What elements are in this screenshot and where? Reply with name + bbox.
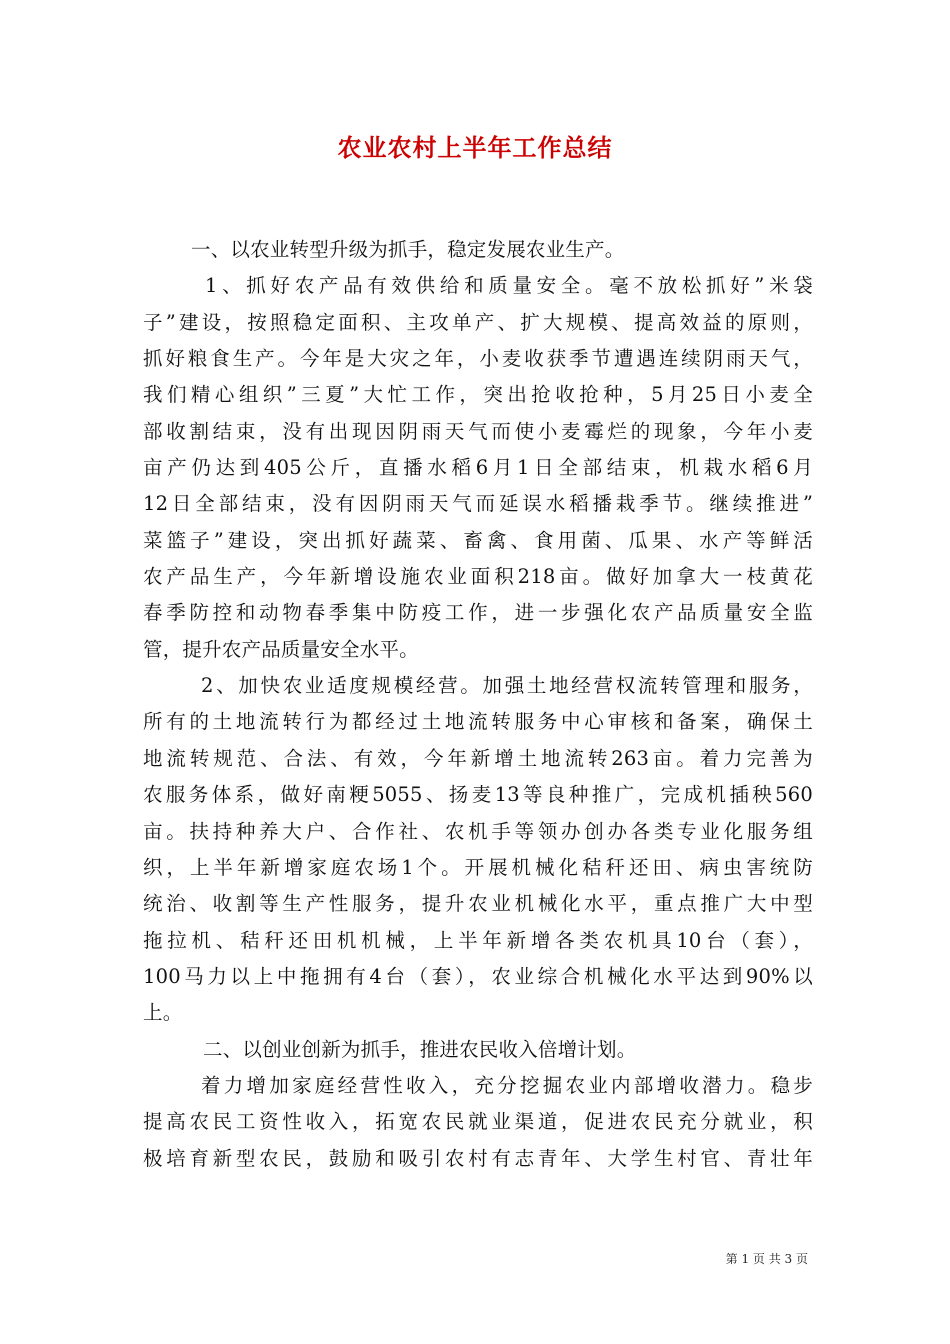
paragraph-line: 1、抓好农产品有效供给和质量安全。毫不放松抓好”米袋 bbox=[205, 274, 813, 298]
paragraph-line: 亩产仍达到405公斤，直播水稻6月1日全部结束，机栽水稻6月 bbox=[143, 456, 813, 480]
paragraph-line: 提高农民工资性收入，拓宽农民就业渠道，促进农民充分就业，积 bbox=[143, 1110, 813, 1134]
paragraph-line: 抓好粮食生产。今年是大灾之年，小麦收获季节遭遇连续阴雨天气， bbox=[143, 347, 813, 371]
paragraph-3 bbox=[143, 1068, 813, 1177]
paragraph-line: 管，提升农产品质量安全水平。 bbox=[143, 637, 419, 661]
paragraph-line: 我们精心组织”三夏”大忙工作，突出抢收抢种，5月25日小麦全 bbox=[143, 383, 813, 407]
paragraph-1 bbox=[143, 268, 813, 668]
paragraph-line: 所有的土地流转行为都经过土地流转服务中心审核和备案，确保土 bbox=[143, 710, 813, 734]
page-number: 第 1 页 共 3 页 bbox=[725, 1252, 808, 1266]
paragraph-line: 部收割结束，没有出现因阴雨天气而使小麦霉烂的现象，今年小麦 bbox=[143, 419, 813, 443]
paragraph-line: 农产品生产，今年新增设施农业面积218亩。做好加拿大一枝黄花 bbox=[143, 565, 813, 589]
paragraph-line: 100马力以上中拖拥有4台（套），农业综合机械化水平达到90%以 bbox=[143, 964, 813, 988]
paragraph-line: 亩。扶持种养大户、合作社、农机手等领办创办各类专业化服务组 bbox=[143, 819, 813, 843]
paragraph-line: 菜篮子”建设，突出抓好蔬菜、畜禽、食用菌、瓜果、水产等鲜活 bbox=[143, 528, 813, 552]
paragraph-line: 农服务体系，做好南粳5055、扬麦13等良种推广，完成机插秧560 bbox=[143, 783, 813, 807]
paragraph-line: 上。 bbox=[143, 1001, 183, 1025]
paragraph-line: 地流转规范、合法、有效，今年新增土地流转263亩。着力完善为 bbox=[143, 746, 813, 770]
paragraph-line: 子”建设，按照稳定面积、主攻单产、扩大规模、提高效益的原则， bbox=[143, 310, 813, 334]
paragraph-2 bbox=[143, 668, 813, 1031]
paragraph-line: 12日全部结束，没有因阴雨天气而延误水稻播栽季节。继续推进” bbox=[143, 492, 813, 516]
paragraph-line: 拖拉机、秸秆还田机机械，上半年新增各类农机具10台（套）， bbox=[143, 928, 813, 952]
paragraph-line: 春季防控和动物春季集中防疫工作，进一步强化农产品质量安全监 bbox=[143, 601, 813, 625]
paragraph-line: 统治、收割等生产性服务，提升农业机械化水平，重点推广大中型 bbox=[143, 892, 813, 916]
paragraph-line: 极培育新型农民，鼓励和吸引农村有志青年、大学生村官、青壮年 bbox=[143, 1146, 813, 1170]
paragraph-line: 2、加快农业适度规模经营。加强土地经营权流转管理和服务， bbox=[201, 674, 813, 698]
paragraph-line: 织，上半年新增家庭农场1个。开展机械化秸秆还田、病虫害统防 bbox=[143, 855, 813, 879]
paragraph-line: 着力增加家庭经营性收入，充分挖掘农业内部增收潜力。稳步 bbox=[201, 1073, 813, 1097]
document-body bbox=[143, 232, 813, 1177]
section-heading-1: 一、以农业转型升级为抓手，稳定发展农业生产。 bbox=[191, 238, 625, 261]
page-title: 农业农村上半年工作总结 bbox=[337, 133, 613, 162]
section-heading-2: 二、以创业创新为抓手，推进农民收入倍增计划。 bbox=[203, 1037, 637, 1061]
